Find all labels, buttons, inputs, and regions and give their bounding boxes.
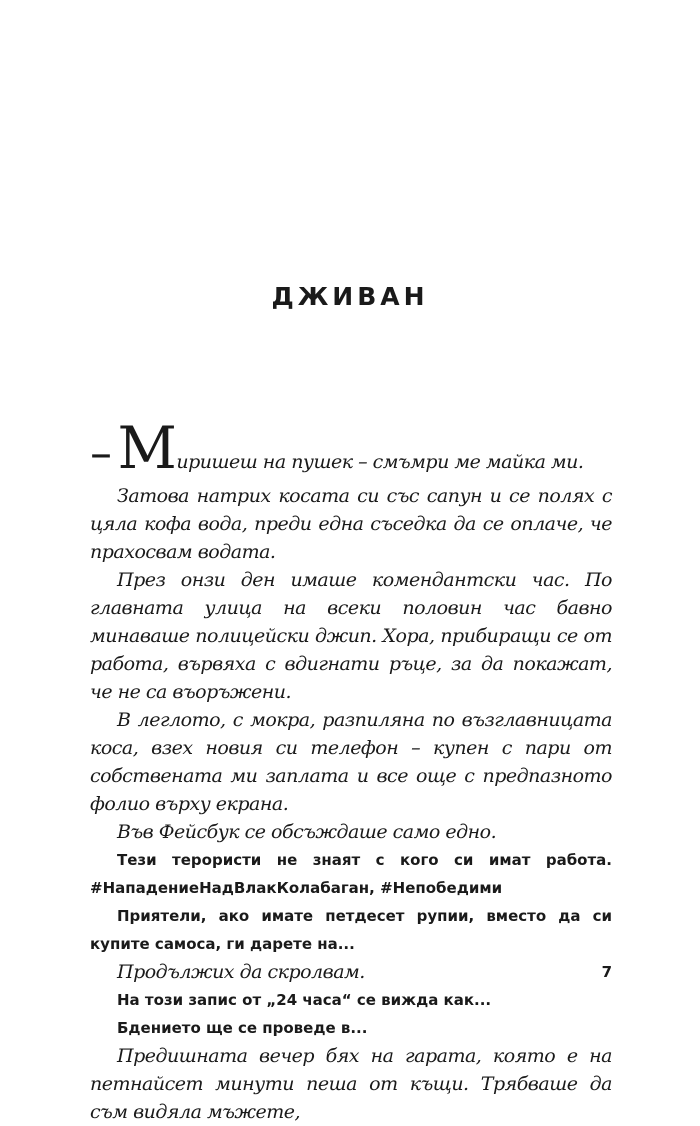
paragraph: Във Фейсбук се обсъждаше само едно. [117,821,497,843]
drop-cap: М [117,414,177,482]
dialogue-dash: – [90,428,112,479]
chapter-body [90,414,612,1126]
facebook-post: На този запис от „24 часа“ се вижда как... [117,991,492,1009]
chapter-title: ДЖИВАН [271,282,429,311]
paragraph: Предишната вечер бях на гарата, която е на петнайсет минути пеша от къщи. Трябваше да съм видяла мъжете, [90,1045,612,1123]
opening-line [90,414,612,488]
opening-text: иришеш на пушек – смъмри ме майка ми. [176,451,584,473]
facebook-post: Бдението ще се проведе в... [117,1019,368,1037]
page-number: 7 [601,963,612,981]
paragraph: В леглото, с мокра, разпиляна по възглавницата коса, взех новия си телефон – купен с пари от собствената ми заплата и все още с предпазното фолио върху екрана. [90,709,612,815]
facebook-post: Приятели, ако имате петдесет рупии, вместо да си купите самоса, ги дарете на... [90,907,612,953]
paragraph: През онзи ден имаше комендантски час. По главната улица на всеки половин час бавно минаваше полицейски джип. Хора, прибиращи се от работа, вървяха с вдигнати ръце, за да покажат, че не са въоръжени. [90,569,612,703]
paragraph: Затова натрих косата си със сапун и се полях с цяла кофа вода, преди една съседка да се оплаче, че прахосвам водата. [90,485,612,563]
facebook-post: Тези терористи не знаят с кого си имат работа. #НападениеНадВлакКолабаган, #Непобедими [90,851,612,897]
paragraph: Продължих да скролвам. [117,961,365,983]
